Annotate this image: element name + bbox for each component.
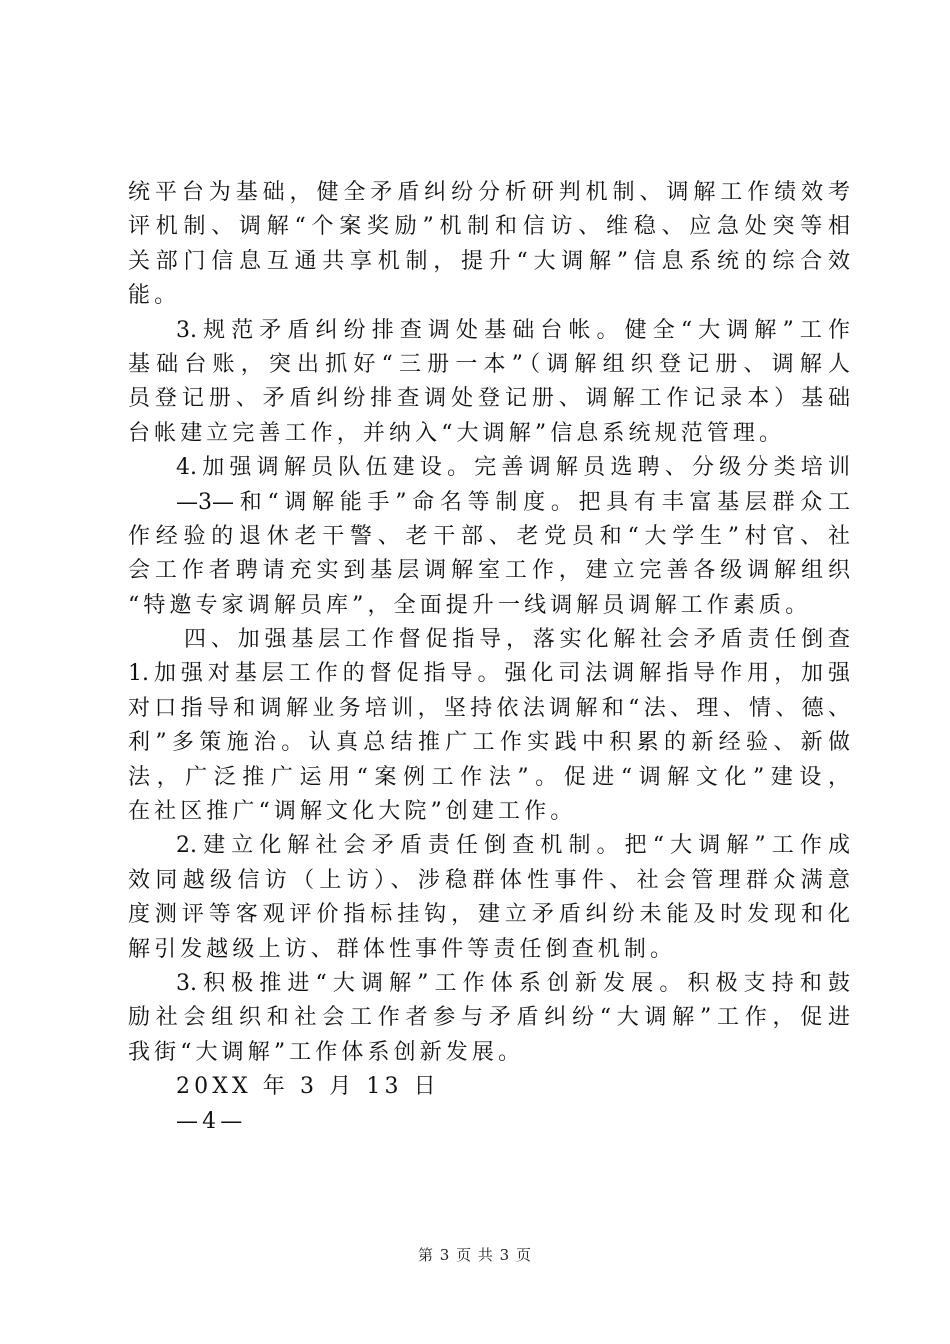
paragraph-line: 能。 — [128, 283, 181, 309]
paragraph-line: 作经验的退休老干警、老干部、老党员和“大学生”村官、社 — [128, 523, 850, 549]
paragraph-line: 度测评等客观评价指标挂钩，建立矛盾纠纷未能及时发现和化 — [128, 902, 850, 928]
paragraph-line: 我街“大调解”工作体系创新发展。 — [128, 1039, 525, 1065]
paragraph-line: 3.积极推进“大调解”工作体系创新发展。积极支持和鼓 — [176, 970, 850, 996]
paragraph-line: 评机制、调解“个案奖励”机制和信访、维稳、应急处突等相 — [128, 214, 850, 240]
document-body — [128, 176, 850, 1139]
page-marker: —4— — [176, 1108, 247, 1134]
paragraph-line: 员登记册、矛盾纠纷排查调处登记册、调解工作记录本）基础 — [128, 386, 850, 412]
paragraph-line: 基础台账，突出抓好“三册一本”（调解组织登记册、调解人 — [128, 351, 850, 377]
paragraph-line: 关部门信息互通共享机制，提升“大调解”信息系统的综合效 — [128, 248, 850, 274]
page-break-line: —3—和“调解能手”命名等制度。把具有丰富基层群众工 — [176, 489, 850, 515]
paragraph-line: 解引发越级上访、群体性事件等责任倒查机制。 — [128, 936, 677, 962]
paragraph-line: 会工作者聘请充实到基层调解室工作，建立完善各级调解组织 — [128, 558, 850, 584]
paragraph-line: 2.建立化解社会矛盾责任倒查机制。把“大调解”工作成 — [176, 833, 850, 859]
paragraph-line: 效同越级信访（上访）、涉稳群体性事件、社会管理群众满意 — [128, 867, 850, 893]
section-heading: 四、加强基层工作督促指导，落实化解社会矛盾责任倒查 — [184, 627, 850, 653]
paragraph-line: 1.加强对基层工作的督促指导。强化司法调解指导作用，加强 — [128, 661, 850, 687]
paragraph-line: 台帐建立完善工作，并纳入“大调解”信息系统规范管理。 — [128, 420, 786, 446]
date-line: 20XX 年 3 月 13 日 — [176, 1074, 440, 1100]
paragraph-line: “特邀专家调解员库”，全面提升一线调解员调解工作素质。 — [128, 592, 812, 618]
paragraph-line: 统平台为基础，健全矛盾纠纷分析研判机制、调解工作绩效考 — [128, 180, 850, 205]
paragraph-line: 励社会组织和社会工作者参与矛盾纠纷“大调解”工作，促进 — [128, 1005, 850, 1031]
paragraph-line: 4.加强调解员队伍建设。完善调解员选聘、分级分类培训 — [176, 455, 850, 481]
paragraph-line: 3.规范矛盾纠纷排查调处基础台帐。健全“大调解”工作 — [176, 317, 850, 343]
paragraph-line: 对口指导和调解业务培训，坚持依法调解和“法、理、情、德、 — [128, 695, 850, 721]
paragraph-line: 法，广泛推广运用“案例工作法”。促进“调解文化”建设， — [128, 764, 850, 790]
page-footer: 第 3 页 共 3 页 — [418, 1246, 532, 1264]
paragraph-line: 在社区推广“调解文化大院”创建工作。 — [128, 799, 577, 825]
paragraph-line: 利”多策施治。认真总结推广工作实践中积累的新经验、新做 — [128, 730, 850, 756]
